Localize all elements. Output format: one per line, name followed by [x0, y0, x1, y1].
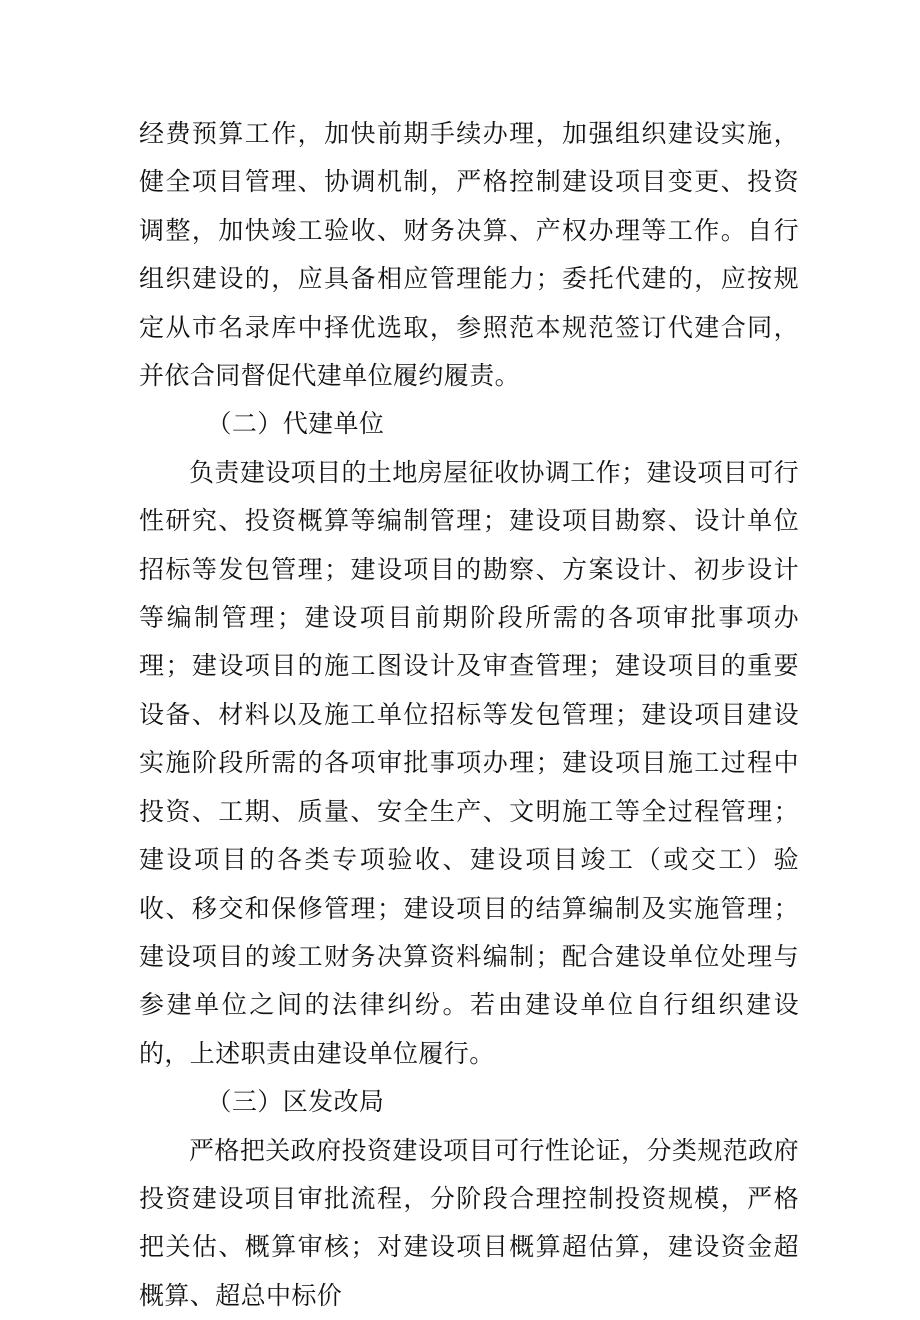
section-heading-district-drc: （三）区发改局	[206, 1087, 385, 1117]
paragraph-agent-unit-duties: 负责建设项目的土地房屋征收协调工作；建设项目可行性研究、投资概算等编制管理；建设项目勘察、设计单位招标等发包管理；建设项目的勘察、方案设计、初步设计等编制管理；建设项目前期阶段所需的各项审批事项办理；建设项目的施工图设计及审查管理；建设项目的重要设备、材料以及施工单位招标等发包管理；建设项目建设实施阶段所需的各项审批事项办理；建设项目施工过程中投资、工期、质量、安全生产、文明施工等全过程管理；建设项目的各类专项验收、建设项目竣工（或交工）验收、移交和保修管理；建设项目的结算编制及实施管理；建设项目的竣工财务决算资料编制；配合建设单位处理与参建单位之间的法律纠纷。若由建设单位自行组织建设的，上述职责由建设单位履行。	[139, 457, 799, 1068]
paragraph-district-drc-duties: 严格把关政府投资建设项目可行性论证，分类规范政府投资建设项目审批流程，分阶段合理控制投资规模，严格把关估、概算审核；对建设项目概算超估算，建设资金超概算、超总中标价	[139, 1135, 799, 1310]
section-heading-agent-unit: （二）代建单位	[206, 409, 385, 439]
paragraph-continuation: 经费预算工作，加快前期手续办理，加强组织建设实施，健全项目管理、协调机制，严格控制建设项目变更、投资调整，加快竣工验收、财务决算、产权办理等工作。自行组织建设的，应具备相应管理能力；委托代建的，应按规定从市名录库中择优选取，参照范本规范签订代建合同，并依合同督促代建单位履约履责。	[139, 119, 799, 391]
document-body	[139, 110, 799, 1320]
